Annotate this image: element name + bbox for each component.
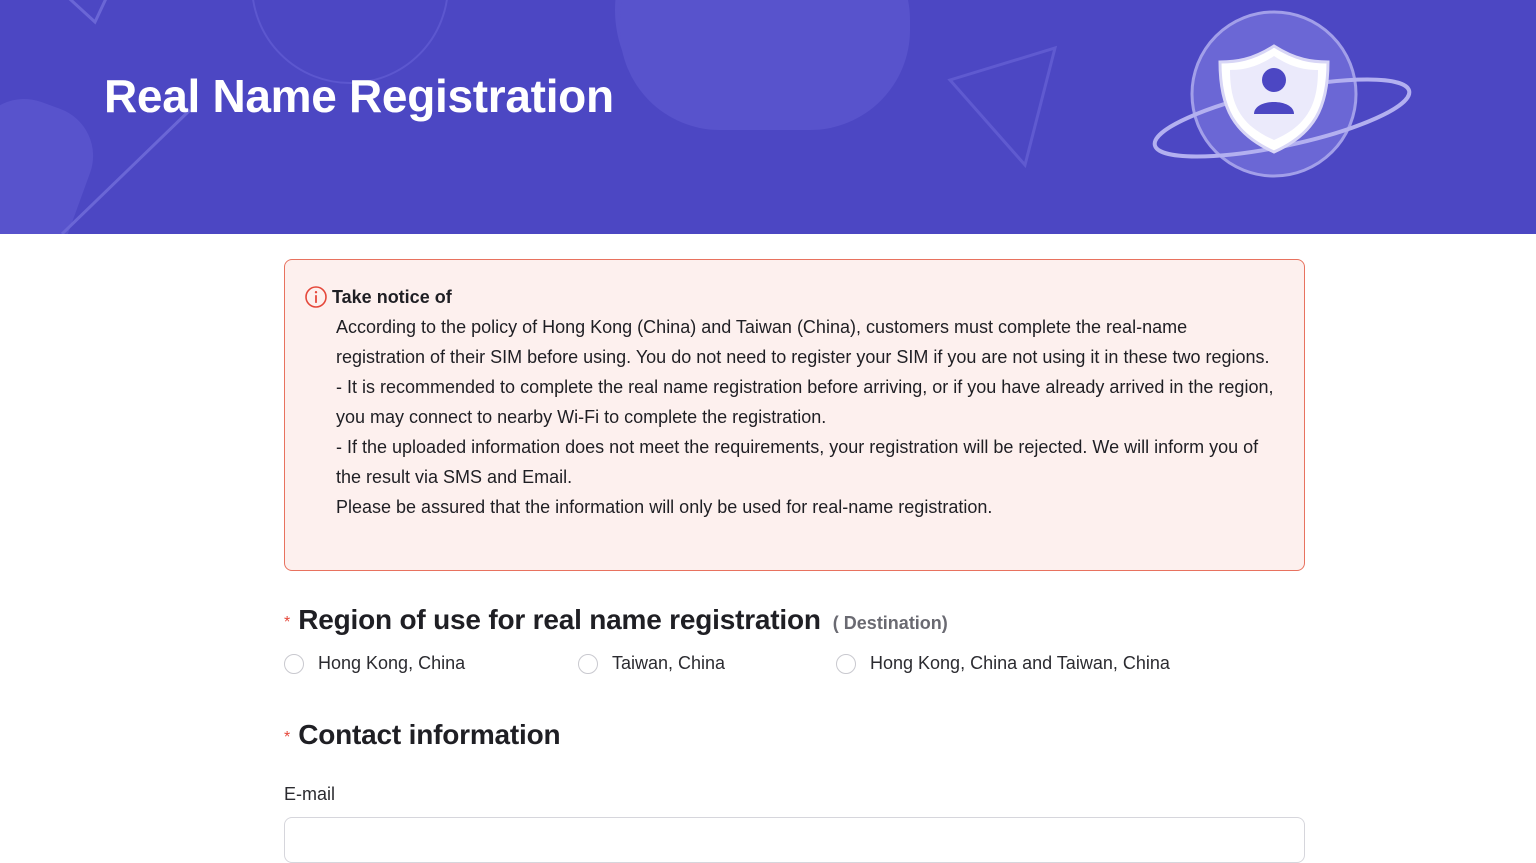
required-marker: * (284, 729, 291, 746)
notice-title: Take notice of (332, 286, 452, 307)
notice-box (284, 259, 1305, 571)
email-field[interactable] (284, 817, 1305, 863)
notice-paragraph: - It is recommended to complete the real name registration before arriving, or if you have already arrived in the region, you may connect to nearby Wi-Fi to complete the registration. (336, 377, 1274, 427)
contact-title: Contact information (298, 719, 561, 750)
page-title: Real Name Registration (104, 70, 614, 122)
radio-button[interactable] (578, 654, 598, 674)
notice-paragraph: Please be assured that the information will only be used for real-name registration. (336, 497, 993, 517)
radio-label: Hong Kong, China and Taiwan, China (870, 653, 1170, 673)
radio-label: Hong Kong, China (318, 653, 466, 673)
region-title: Region of use for real name registration (298, 604, 821, 635)
notice-paragraph: - If the uploaded information does not meet the requirements, your registration will be rejected. We will inform you of the result via SMS and Email. (336, 437, 1259, 487)
radio-label: Taiwan, China (612, 653, 726, 673)
contact-heading (284, 719, 560, 751)
notice-body (336, 312, 1281, 522)
shield-user-icon (1150, 6, 1420, 186)
notice-header (304, 285, 452, 309)
radio-button[interactable] (284, 654, 304, 674)
region-option-hong-kong[interactable] (284, 653, 465, 674)
region-hint: ( Destination) (832, 613, 948, 633)
region-heading (284, 604, 948, 636)
region-option-taiwan[interactable] (578, 653, 725, 674)
region-radio-group (284, 653, 1305, 679)
header-banner (0, 0, 1536, 234)
info-circle-icon (304, 285, 328, 309)
notice-paragraph: According to the policy of Hong Kong (China) and Taiwan (China), customers must complete the real-name registration of their SIM before using. You do not need to register your SIM if you are not using it in these two regions. (336, 317, 1270, 367)
region-option-hong-kong-and-taiwan[interactable] (836, 653, 1170, 674)
required-marker: * (284, 614, 291, 631)
radio-button[interactable] (836, 654, 856, 674)
email-label: E-mail (284, 784, 336, 804)
